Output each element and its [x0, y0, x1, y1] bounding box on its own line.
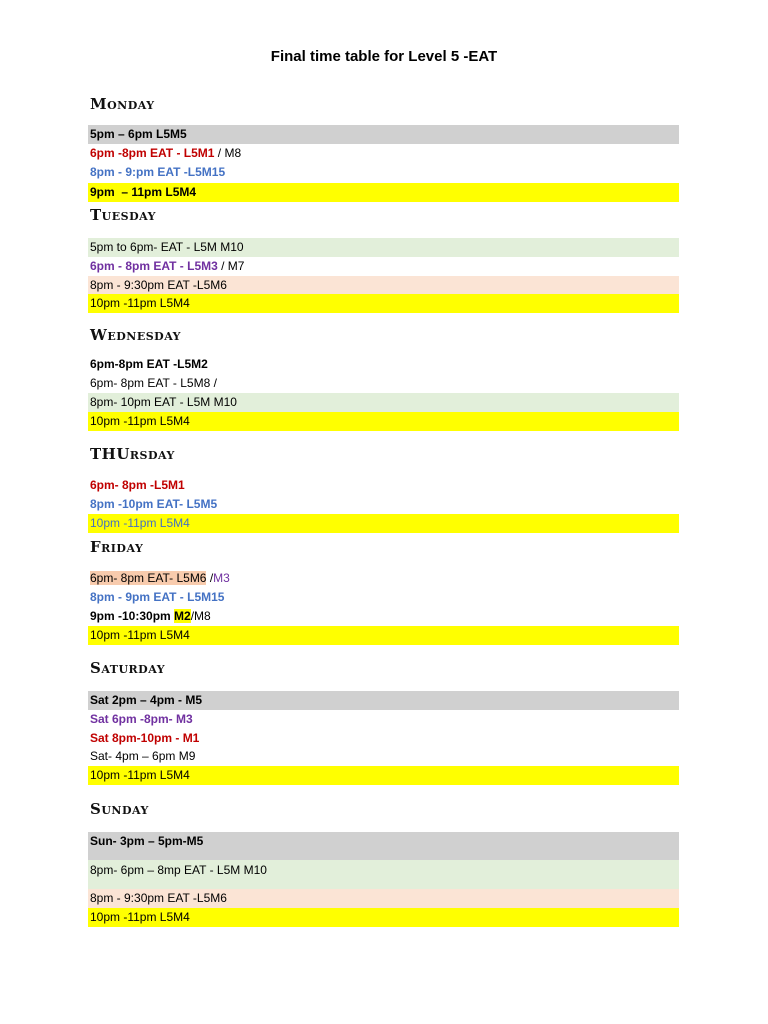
row-text: 9pm – 11pm L5M4	[90, 185, 197, 199]
schedule-row	[88, 908, 679, 927]
schedule-row	[88, 393, 679, 412]
schedule-row	[88, 257, 679, 276]
row-text: Sun- 3pm – 5pm-M5	[90, 834, 204, 848]
day-heading-monday: Monday	[90, 95, 155, 113]
day-heading-saturday: Saturday	[90, 659, 166, 677]
schedule-row	[88, 144, 679, 163]
row-text: 5pm – 6pm L5M5	[90, 127, 187, 141]
row-text: 6pm- 8pm EAT- L5M6	[90, 571, 207, 585]
schedule-row	[88, 276, 679, 295]
schedule-row	[88, 514, 679, 533]
row-text: Sat 6pm -8pm- M3	[90, 712, 193, 726]
row-text: 8pm - 9pm EAT - L5M15	[90, 590, 225, 604]
row-text: Sat 2pm – 4pm - M5	[90, 693, 203, 707]
row-text: 10pm -11pm L5M4	[90, 296, 190, 310]
row-text: 8pm - 9:30pm EAT -L5M6	[90, 891, 227, 905]
schedule-row	[88, 374, 679, 393]
row-text: 6pm- 8pm EAT - L5M8 /	[90, 376, 217, 390]
row-text: 8pm- 6pm – 8mp EAT - L5M M10	[90, 863, 267, 877]
row-text: Sat- 4pm – 6pm M9	[90, 749, 196, 763]
row-text-suffix: / M7	[217, 259, 245, 273]
schedule-row	[88, 294, 679, 313]
day-heading-thursday: THUrsday	[90, 445, 175, 463]
schedule-row	[88, 125, 679, 144]
row-text: 8pm - 9:pm EAT -L5M15	[90, 165, 226, 179]
row-text: 5pm to 6pm- EAT - L5M M10	[90, 240, 244, 254]
schedule-row	[88, 747, 679, 766]
schedule-row	[88, 691, 679, 710]
day-heading-tuesday: Tuesday	[90, 206, 156, 224]
row-text-suffix: /M8	[190, 609, 211, 623]
page-title: Final time table for Level 5 -EAT	[270, 48, 498, 65]
row-text: 10pm -11pm L5M4	[90, 414, 190, 428]
schedule-row	[88, 626, 679, 645]
row-text: 8pm - 9:30pm EAT -L5M6	[90, 278, 227, 292]
row-text: 10pm -11pm L5M4	[90, 910, 190, 924]
row-text-separator: /	[206, 571, 214, 585]
schedule-row	[88, 569, 679, 588]
schedule-row	[88, 860, 679, 889]
row-text: 6pm - 8pm EAT - L5M3	[90, 259, 218, 273]
schedule-row	[88, 889, 679, 908]
schedule-row	[88, 495, 679, 514]
schedule-row	[88, 412, 679, 431]
row-text: 6pm- 8pm -L5M1	[90, 478, 185, 492]
day-heading-wednesday: Wednesday	[90, 326, 182, 344]
row-text: 10pm -11pm L5M4	[90, 768, 190, 782]
schedule-row	[88, 238, 679, 257]
row-text: 8pm- 10pm EAT - L5M M10	[90, 395, 237, 409]
row-text: 10pm -11pm L5M4	[90, 628, 190, 642]
row-text: Sat 8pm-10pm - M1	[90, 731, 200, 745]
day-heading-sunday: Sunday	[90, 800, 149, 818]
schedule-row	[88, 607, 679, 626]
row-text-suffix: M3	[213, 571, 230, 585]
schedule-row	[88, 183, 679, 202]
schedule-row	[88, 766, 679, 785]
row-text: 9pm -10:30pm	[90, 609, 175, 623]
row-text: 6pm -8pm EAT - L5M1	[90, 146, 215, 160]
row-text: 10pm -11pm L5M4	[90, 516, 190, 530]
schedule-row	[88, 163, 679, 182]
schedule-row	[88, 355, 679, 374]
schedule-row	[88, 710, 679, 729]
day-heading-friday: Friday	[90, 538, 144, 556]
row-text: 8pm -10pm EAT- L5M5	[90, 497, 218, 511]
schedule-row	[88, 729, 679, 748]
row-text: 6pm-8pm EAT -L5M2	[90, 357, 208, 371]
row-text-suffix: / M8	[214, 146, 242, 160]
schedule-row	[88, 832, 679, 860]
schedule-row	[88, 588, 679, 607]
schedule-row	[88, 476, 679, 495]
row-text-highlight: M2	[174, 609, 191, 623]
